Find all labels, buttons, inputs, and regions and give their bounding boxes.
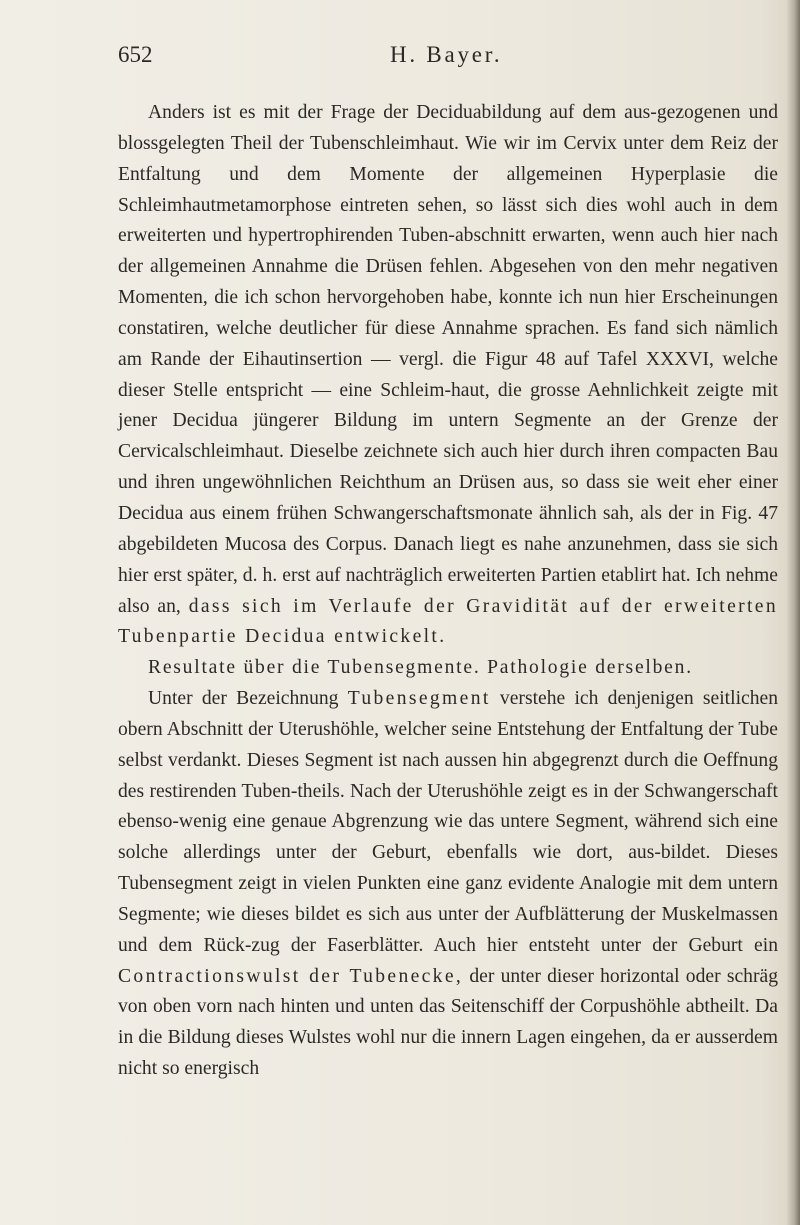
page-number: 652 [118, 42, 153, 67]
paragraph-text-after: verstehe ich denjenigen seitlichen obern Abschnitt der Uterushöhle, welcher seine Entstehung der Entfaltung der Tube selbst verdankt. Dieses Segment ist nach aussen hin abgegrenzt durch die Oeffnung des restirenden Tuben-theils. Nach der Uterushöhle zeigt es in der Schwangerschaft ebenso-wenig eine genaue Abgrenzung wie das untere Segment, während sich eine solche allerdings unter der Geburt, ebenfalls wie dort, aus-bildet. Dieses Tubensegment zeigt in vielen Punkten eine ganz evidente Analogie mit dem untern Segmente; wie dieses bildet es sich aus unter der Aufblätterung der Muskelmassen und dem Rück-zug der Faserblätter. Auch hier entsteht unter der Geburt ein [118, 688, 778, 956]
running-head: H. Bayer. [390, 42, 503, 67]
paragraph-text: Anders ist es mit der Frage der Deciduabildung auf dem aus-gezogenen und blossgelegten Theil der Tubenschleimhaut. Wie wir im Cervix unter dem Reiz der Entfaltung und dem Momente der allgemeinen Hyperplasie die Schleimhautmetamorphose eintreten sehen, so lässt sich dies wohl auch in dem erweiterten und hypertrophirenden Tuben-abschnitt erwarten, wenn auch hier nach der allgemeinen Annahme die Drüsen fehlen. Abgesehen von den mehr negativen Momenten, die ich schon hervorgehoben habe, konnte ich nun hier Erscheinungen constatiren, welche deutlicher für diese Annahme sprachen. Es fand sich nämlich am Rande der Eihautinsertion — vergl. die Figur 48 auf Tafel XXXVI, welche dieser Stelle entspricht — eine Schleim-haut, die grosse Aehnlichkeit zeigte mit jener Decidua jüngerer Bildung im untern Segmente an der Grenze der Cervicalschleimhaut. Dieselbe zeichnete sich auch hier durch ihren compacten Bau und ihren ungewöhnlichen Reichthum an Drüsen aus, so dass sie weit eher einer Decidua aus einem frühen Schwangerschaftsmonate ähnlich sah, als der in Fig. 47 abgebildeten Mucosa des Corpus. Danach liegt es nahe anzunehmen, dass sie sich hier erst später, d. h. erst auf nachträglich erweiterten Partien etablirt hat. Ich nehme also an, [118, 102, 778, 617]
page-edge-shadow [786, 0, 800, 1225]
paragraph-text-end: der unter dieser horizontal oder schräg von oben vorn nach hinten und unten das Seitenschiff der Corpushöhle abtheilt. Da in die Bildung dieses Wulstes wohl nur die innern Lagen eingehen, da er ausserdem nicht so energisch [118, 965, 778, 1080]
body-text [118, 98, 778, 1085]
emphasized-conclusion: dass sich im Verlaufe der Gravidität auf der erweiterten Tubenpartie Decidua entwickelt. [118, 595, 778, 648]
page-header [118, 42, 778, 78]
term-tubensegment: Tubensegment [347, 688, 491, 710]
paragraph-text-before: Unter der Bezeichnung [148, 688, 339, 710]
term-contractionswulst: Contractionswulst der Tubenecke, [118, 965, 464, 987]
paragraph-deciduabildung [118, 98, 778, 653]
section-heading: Resultate über die Tubensegmente. Pathologie derselben. [148, 657, 693, 679]
paragraph-tubensegment [118, 684, 778, 1085]
